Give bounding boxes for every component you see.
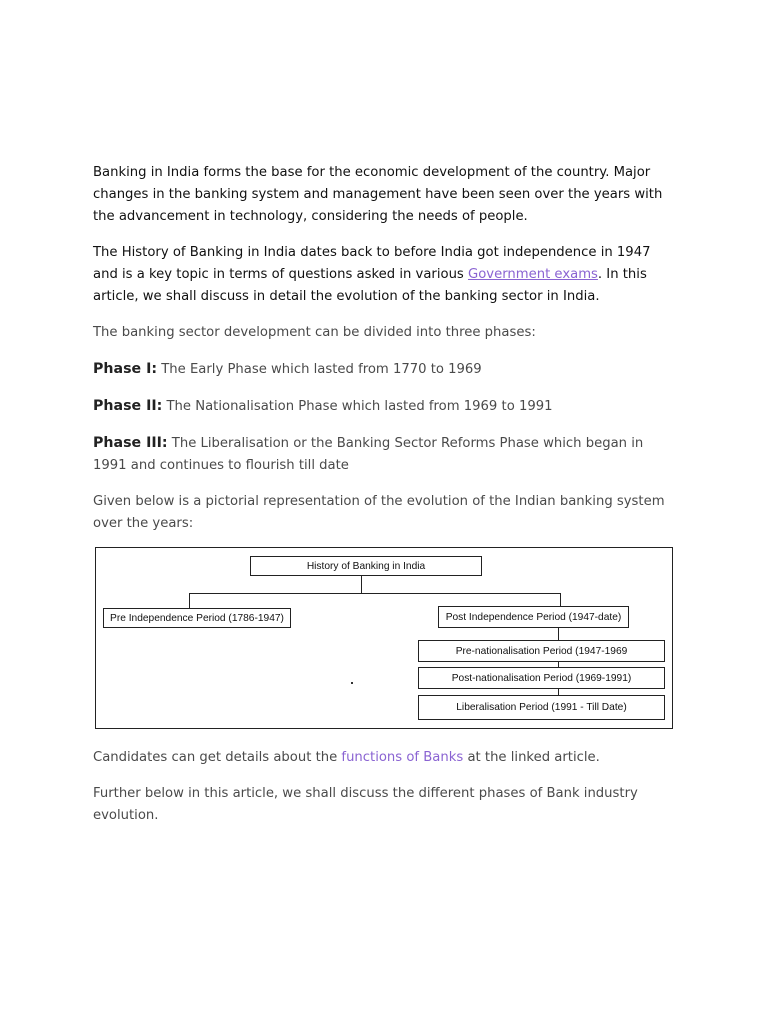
government-exams-link[interactable]: Government exams bbox=[468, 267, 598, 282]
article-after-diagram bbox=[93, 747, 679, 841]
diagram-root-box: History of Banking in India bbox=[250, 556, 482, 576]
further-paragraph: Further below in this article, we shall discuss the different phases of Bank industry evolution. bbox=[93, 786, 638, 823]
diagram-stray-dot bbox=[351, 682, 353, 684]
functions-of-banks-link[interactable]: functions of Banks bbox=[341, 750, 464, 765]
functions-text-end: at the linked article. bbox=[463, 750, 600, 765]
phase-3-text: The Liberalisation or the Banking Sector Reforms Phase which began in 1991 and continues to flourish till date bbox=[93, 436, 644, 473]
connector-to-post bbox=[560, 593, 561, 606]
diagram-post-child-3: Liberalisation Period (1991 - Till Date) bbox=[418, 695, 665, 720]
history-text-start: The History of Banking in India dates back to before India got independence in 1947 and is a key topic in terms of questions asked in various bbox=[93, 245, 651, 282]
connector-horizontal bbox=[189, 593, 561, 594]
phase-1-label: Phase I: bbox=[93, 361, 158, 377]
phase-3-label: Phase III: bbox=[93, 435, 168, 451]
phase-1 bbox=[93, 358, 679, 381]
banking-history-diagram bbox=[95, 547, 673, 729]
phase-3 bbox=[93, 432, 679, 477]
phases-intro: The banking sector development can be divided into three phases: bbox=[93, 325, 536, 340]
connector-root-down bbox=[361, 576, 362, 593]
article-body bbox=[93, 162, 679, 549]
phase-2-label: Phase II: bbox=[93, 398, 163, 414]
functions-text-start: Candidates can get details about the bbox=[93, 750, 342, 765]
intro-paragraph: Banking in India forms the base for the economic development of the country. Major changes in the banking system and management have been seen over the years with the advancement in technology, considering the needs of people. bbox=[93, 165, 663, 224]
phase-2 bbox=[93, 395, 679, 418]
phase-2-text: The Nationalisation Phase which lasted from 1969 to 1991 bbox=[162, 399, 553, 414]
history-paragraph bbox=[93, 242, 679, 308]
diagram-pre-box: Pre Independence Period (1786-1947) bbox=[103, 608, 291, 628]
connector-to-pre bbox=[189, 593, 190, 608]
functions-paragraph bbox=[93, 747, 679, 769]
phase-1-text: The Early Phase which lasted from 1770 to 1969 bbox=[157, 362, 482, 377]
diagram-post-child-1: Pre-nationalisation Period (1947-1969 bbox=[418, 640, 665, 662]
pictorial-intro: Given below is a pictorial representation of the evolution of the Indian banking system over the years: bbox=[93, 494, 665, 531]
diagram-post-box: Post Independence Period (1947-date) bbox=[438, 606, 629, 628]
history-text-end: . In this article, we shall discuss in detail the evolution of the banking sector in India. bbox=[93, 267, 647, 304]
diagram-post-child-2: Post-nationalisation Period (1969-1991) bbox=[418, 667, 665, 689]
